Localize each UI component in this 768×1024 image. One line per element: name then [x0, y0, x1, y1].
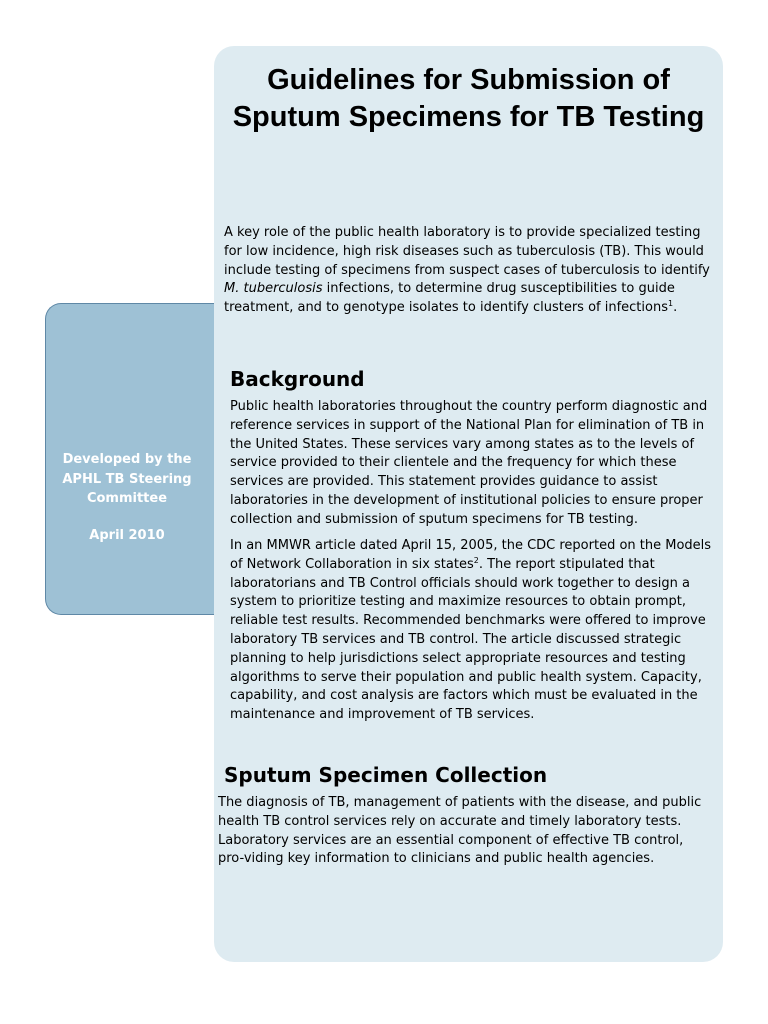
footnote-ref-2: 2 — [473, 555, 479, 565]
intro-italic-species: M. tuberculosis — [224, 281, 323, 297]
intro-text-end: . — [673, 300, 678, 316]
background-heading: Background — [230, 367, 365, 391]
background-paragraph-1: Public health laboratories throughout the country perform diagnostic and reference services in support of the National Plan for elimination of TB in the United States. These services vary among states as to the levels of service provided to their clientele and the frequency for which these services are provided. This statement provides guidance to assist laboratories in the development of institutional policies to ensure proper collection and submission of sputum specimens for TB testing. — [230, 399, 708, 527]
publication-date: April 2010 — [89, 527, 165, 543]
intro-text-1: A key role of the public health laboratory is to provide specialized testing for low incidence, high risk diseases such as tuberculosis (TB). This would include testing of specimens from suspect cases of tuberculosis to identify — [224, 225, 710, 278]
collection-paragraph: The diagnosis of TB, management of patients with the disease, and public health TB control services rely on accurate and timely laboratory tests. Laboratory services are an essential component of effective TB control, pro-viding key information to clinicians and public health agencies. — [218, 795, 702, 867]
collection-heading: Sputum Specimen Collection — [224, 763, 548, 787]
sidebar-credits — [52, 450, 202, 545]
background-paragraph-2 — [230, 537, 718, 725]
intro-text-2: infections, to determine drug susceptibilities to guide treatment, and to genotype isolates to identify clusters of infections — [224, 281, 675, 316]
page-title: Guidelines for Submission of Sputum Specimens for TB Testing — [232, 64, 705, 133]
developed-by-text: Developed by the APHL TB Steering Committee — [62, 452, 192, 506]
intro-paragraph — [224, 224, 714, 318]
background-p2-text-1: In an MMWR article dated April 15, 2005, the CDC reported on the Models of Network Collaboration in six states — [230, 538, 712, 572]
footnote-ref-1: 1 — [667, 299, 674, 309]
background-p2-text-2: . The report stipulated that laboratorians and TB Control officials should work together to design a system to prioritize testing and maximize resources to obtain prompt, reliable test results. Recommended benchmarks were offered to improve laboratory TB services and TB control. The article discussed strategic planning to help jurisdictions select appropriate resources and testing algorithms to serve their population and public health system. Capacity, capability, and cost analysis are factors which must be evaluated in the maintenance and improvement of TB services. — [230, 556, 706, 723]
